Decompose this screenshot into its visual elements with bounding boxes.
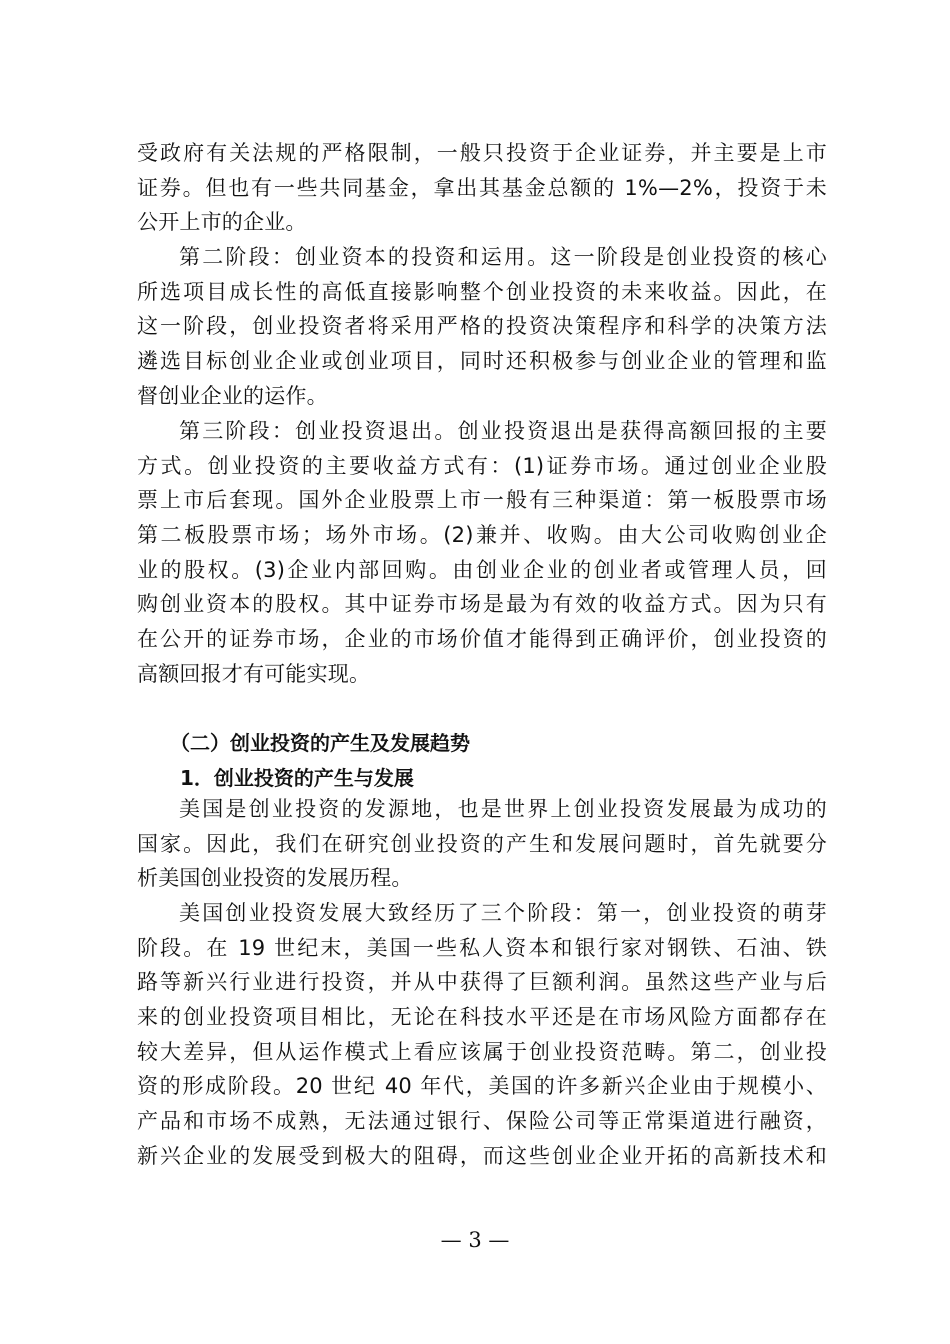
text-line: 这一阶段，创业投资者将采用严格的投资决策程序和科学的决策方法 — [137, 314, 827, 339]
text-line: 析美国创业投资的发展历程。 — [137, 866, 413, 891]
text-line: 证券。但也有一些共同基金，拿出其基金总额的 1%—2%，投资于未 — [137, 175, 827, 200]
text-line: 受政府有关法规的严格限制，一般只投资于企业证券，并主要是上市 — [137, 141, 827, 165]
text-line: 美国是创业投资的发源地，也是世界上创业投资发展最为成功的 — [179, 797, 827, 821]
text-line: 国家。因此，我们在研究创业投资的产生和发展问题时，首先就要分 — [137, 831, 827, 856]
text-line: 遴选目标创业企业或创业项目，同时还积极参与创业企业的管理和监 — [137, 349, 827, 374]
text-line: 新兴企业的发展受到极大的阻碍，而这些创业企业开拓的高新技术和 — [137, 1143, 827, 1168]
text-line: 所选项目成长性的高低直接影响整个创业投资的未来收益。因此，在 — [137, 279, 827, 304]
text-line: 票上市后套现。国外企业股票上市一般有三种渠道：第一板股票市场 — [137, 488, 827, 513]
paragraph-4 — [137, 792, 827, 896]
text-line: 第二板股票市场；场外市场。(2)兼并、收购。由大公司收购创业企 — [137, 523, 827, 548]
text-line: 业的股权。(3)企业内部回购。由创业企业的创业者或管理人员，回 — [137, 557, 827, 582]
text-line: 方式。创业投资的主要收益方式有：(1)证券市场。通过创业企业股 — [137, 453, 827, 478]
text-line: 在公开的证券市场，企业的市场价值才能得到正确评价，创业投资的 — [137, 627, 827, 652]
paragraph-5 — [137, 896, 827, 1174]
text-line: 督创业企业的运作。 — [137, 383, 328, 408]
text-line: 公开上市的企业。 — [137, 210, 307, 235]
text-line: 较大差异，但从运作模式上看应该属于创业投资范畴。第二，创业投 — [137, 1039, 827, 1064]
page-number: — 3 — — [440, 1228, 510, 1252]
text-line: 来的创业投资项目相比，无论在科技水平还是在市场风险方面都存在 — [137, 1005, 827, 1030]
text-line: 第三阶段：创业投资退出。创业投资退出是获得高额回报的主要 — [179, 419, 827, 443]
section-heading: （二）创业投资的产生及发展趋势 — [170, 731, 470, 755]
text-line: 高额回报才有可能实现。 — [137, 661, 371, 686]
text-line: 资的形成阶段。20 世纪 40 年代，美国的许多新兴企业由于规模小、 — [137, 1074, 827, 1099]
text-line: 美国创业投资发展大致经历了三个阶段：第一，创业投资的萌芽 — [179, 901, 827, 925]
text-line: 购创业资本的股权。其中证券市场是最为有效的收益方式。因为只有 — [137, 592, 827, 617]
text-line: 产品和市场不成熟，无法通过银行、保险公司等正常渠道进行融资， — [137, 1109, 827, 1134]
paragraph-3 — [137, 414, 827, 692]
text-line: 第二阶段：创业资本的投资和运用。这一阶段是创业投资的核心 — [179, 245, 827, 269]
subsection-heading: 1．创业投资的产生与发展 — [180, 766, 414, 790]
paragraph-2 — [137, 240, 827, 413]
paragraph-1 — [137, 136, 827, 240]
text-line: 阶段。在 19 世纪末，美国一些私人资本和银行家对钢铁、石油、铁 — [137, 935, 827, 960]
text-line: 路等新兴行业进行投资，并从中获得了巨额利润。虽然这些产业与后 — [137, 970, 827, 995]
